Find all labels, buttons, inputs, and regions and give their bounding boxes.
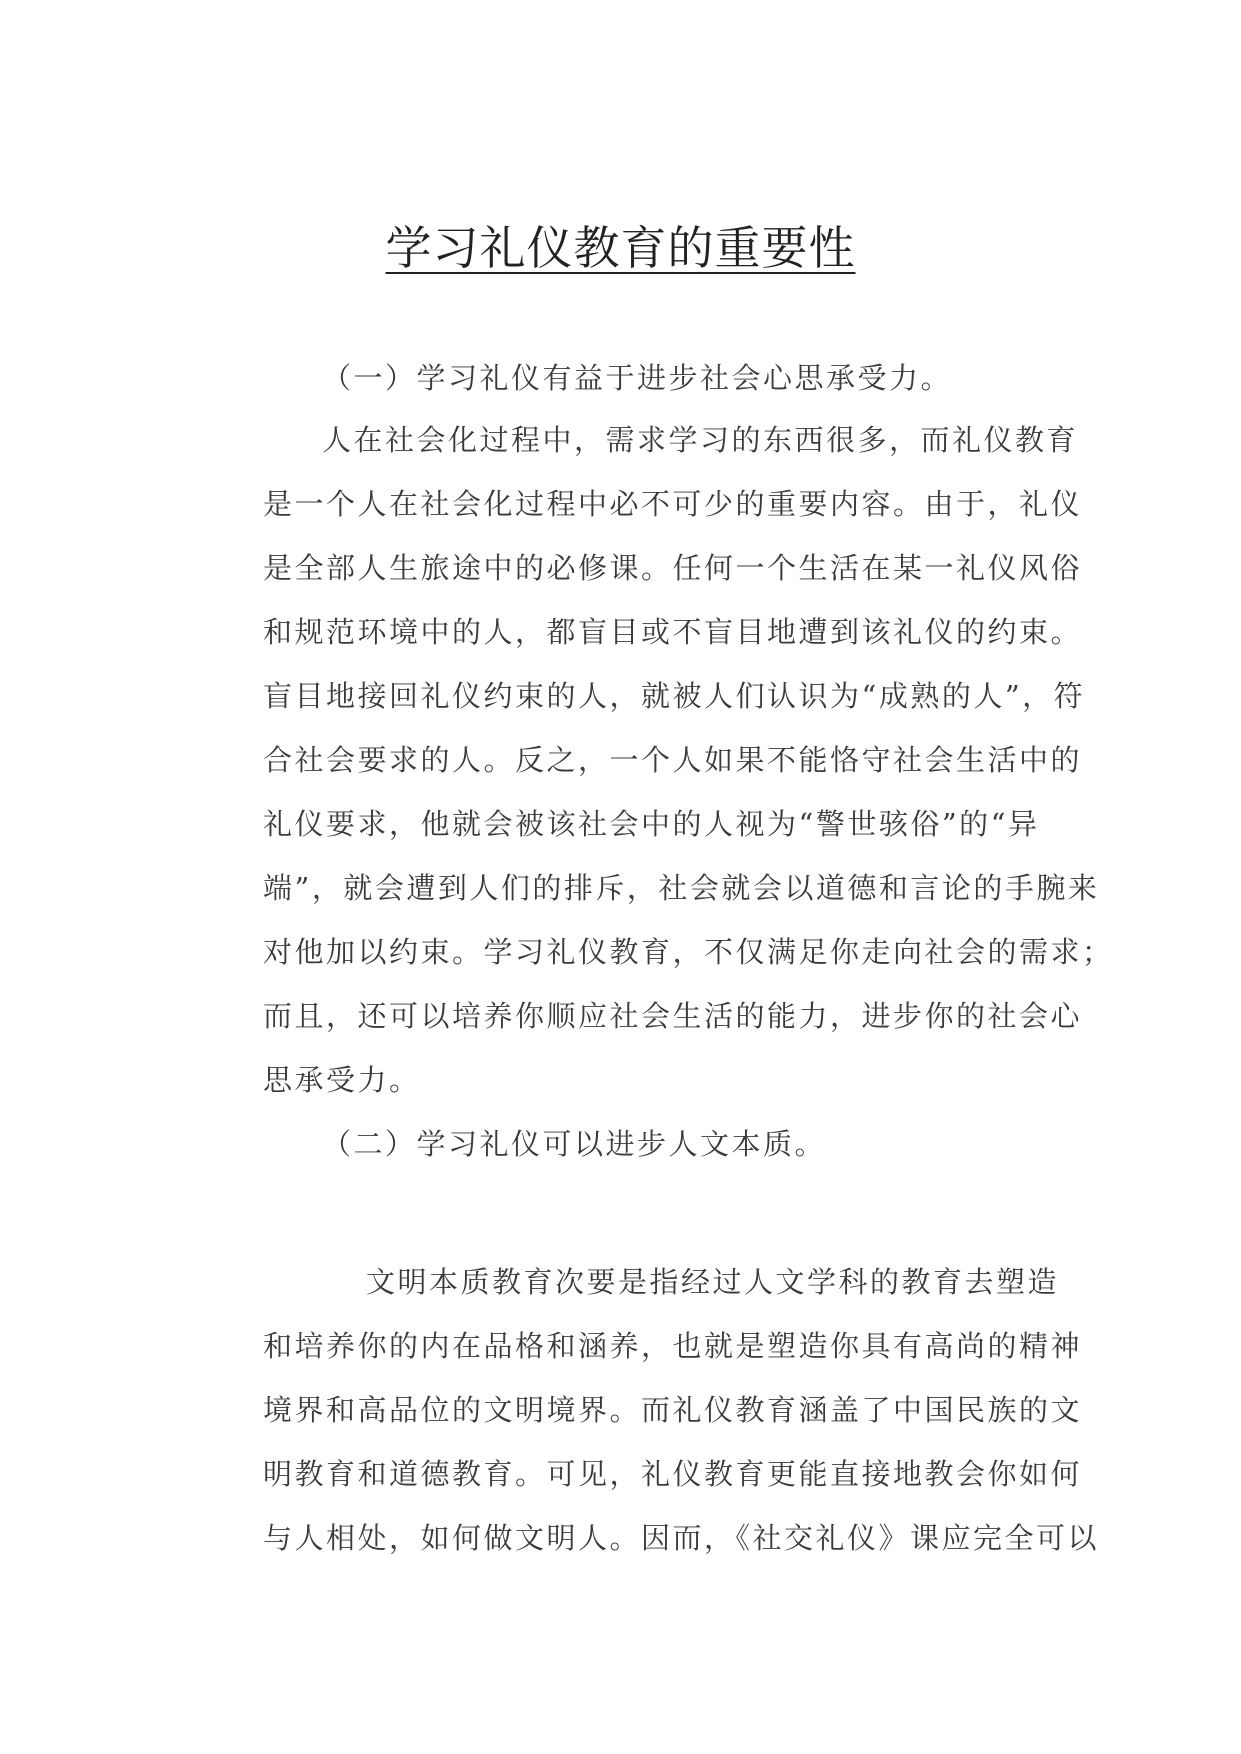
paragraph-line: 明教育和道德教育。可见，礼仪教育更能直接地教会你如何 xyxy=(263,1457,1083,1491)
paragraph-line: 礼仪要求，他就会被该社会中的人视为“警世骇俗”的“异 xyxy=(263,807,1040,841)
paragraph-line: 而且，还可以培养你顺应社会生活的能力，进步你的社会心 xyxy=(263,999,1083,1033)
paragraph-line: 文明本质教育次要是指经过人文学科的教育去塑造 xyxy=(366,1265,1060,1299)
paragraph-line: 和规范环境中的人，都盲目或不盲目地遭到该礼仪的约束。 xyxy=(263,615,1083,649)
paragraph-line: 对他加以约束。学习礼仪教育，不仅满足你走向社会的需求； xyxy=(263,935,1114,969)
paragraph-line: 与人相处，如何做文明人。因而，《社交礼仪》课应完全可以 xyxy=(263,1521,1100,1555)
paragraph-line: 合社会要求的人。反之，一个人如果不能恪守社会生活中的 xyxy=(263,743,1083,777)
paragraph-line: 和培养你的内在品格和涵养，也就是塑造你具有高尚的精神 xyxy=(263,1329,1083,1363)
paragraph-line: 人在社会化过程中，需求学习的东西很多，而礼仪教育 xyxy=(322,423,1079,457)
paragraph-line: 是全部人生旅途中的必修课。任何一个生活在某一礼仪风俗 xyxy=(263,551,1083,585)
paragraph-line: 盲目地接回礼仪约束的人，就被人们认识为“成熟的人”，符 xyxy=(263,679,1086,713)
section-heading-1: （一）学习礼仪有益于进步社会心思承受力。 xyxy=(322,361,953,395)
section-heading-2: （二）学习礼仪可以进步人文本质。 xyxy=(322,1127,827,1161)
document-title: 学习礼仪教育的重要性 xyxy=(385,221,856,275)
paragraph-line: 是一个人在社会化过程中必不可少的重要内容。由于，礼仪 xyxy=(263,487,1083,521)
paragraph-line: 端”，就会遭到人们的排斥，社会就会以道德和言论的手腕来 xyxy=(263,871,1100,905)
paragraph-line: 境界和高品位的文明境界。而礼仪教育涵盖了中国民族的文 xyxy=(263,1393,1083,1427)
paragraph-line: 思承受力。 xyxy=(263,1063,421,1097)
